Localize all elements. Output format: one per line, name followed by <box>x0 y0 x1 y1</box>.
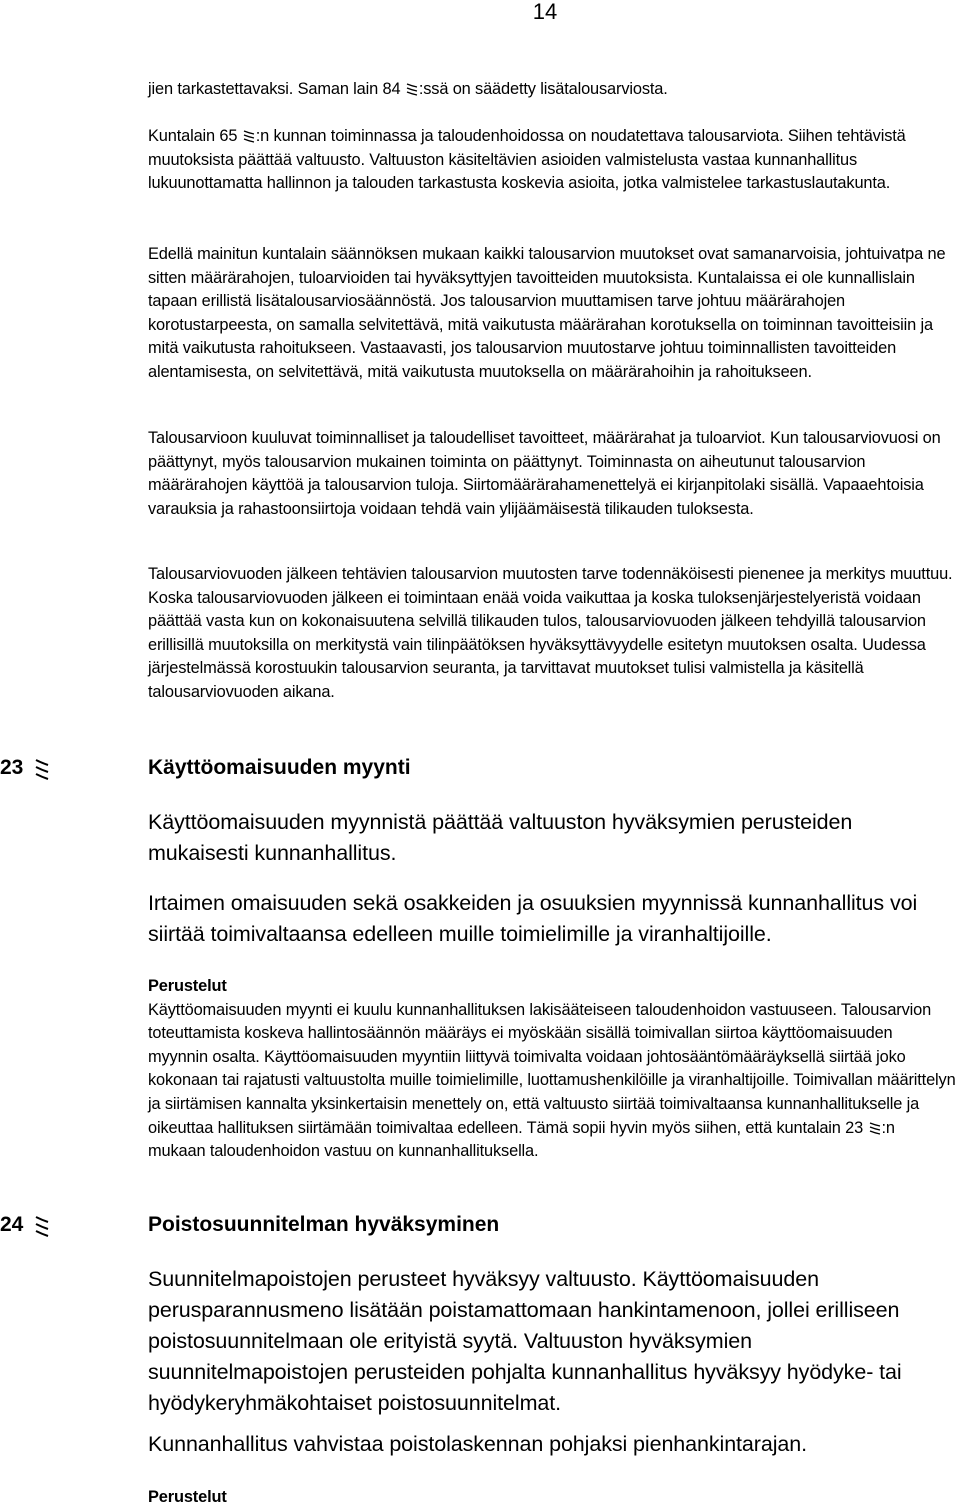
section-sign-icon <box>34 754 50 782</box>
section-24-title: Poistosuunnitelman hyväksyminen <box>148 1213 500 1236</box>
section-sign-icon <box>869 1121 881 1135</box>
section-23-title: Käyttöomaisuuden myynti <box>148 756 411 779</box>
paragraph-5: Talousarviovuoden jälkeen tehtävien talousarvion muutosten tarve todennäköisesti pienenee ja merkitys muuttuu. Koska talousarviovuoden jälkeen ei toimintaan enää voida vaikuttaa ja koska tuloksenjärjestelyeristä voidaan päättää vasta kun on kokonaisuutena selvillä tilikauden tulos, talousarviovuoden jälkeen tehdyillä talousarvion erillisillä muutoksilla on merkitystä vain tilinpäätöksen hyväksyttävyydelle esitetyn muutoksen osalta. Uudessa järjestelmässä korostuukin talousarvion seuranta, ja tarvittavat muutokset tulisi valmistella ja käsitellä talousarviovuoden aikana. <box>148 565 953 701</box>
section-sign-icon <box>34 1211 50 1239</box>
section-23-rule-1: Käyttöomaisuuden myynnistä päättää valtuuston hyväksymien perusteiden mukaisesti kunnanhallitus. <box>148 810 853 865</box>
paragraph-3: Edellä mainitun kuntalain säännöksen mukaan kaikki talousarvion muutokset ovat samanarvoisia, johtuivatpa ne sitten määrärahojen, tuloarvioiden tai hyväksyttyjen tavoitteiden muutoksista. Kuntalaissa ei ole kunnallislain tapaan erillistä lisätalousarviosäännöstä. Jos talousarvion muuttamisen tarve johtuu määrärahojen korotustarpeesta, on samalla selvitettävä, mitä vaikutusta määrärahan korotuksella on toiminnan tavoitteisiin ja mitä vaikutusta rahoitukseen. Vastaavasti, jos talousarvion muutostarve johtuu toiminnallisten tavoitteiden alentamisesta, on selvitettävä, mitä vaikutusta muutoksella on määrärahoihin ja rahoitukseen. <box>148 245 946 381</box>
section-sign-icon <box>406 82 418 96</box>
paragraph-1: jien tarkastettavaksi. Saman lain 84 :ssä on säädetty lisätalousarviosta. <box>148 80 668 98</box>
section-23-rule-2: Irtaimen omaisuuden sekä osakkeiden ja osuuksien myynnissä kunnanhallitus voi siirtää toimivaltaansa edelleen muille toimielimille ja viranhaltijoille. <box>148 891 918 946</box>
section-23-number: 23 <box>0 756 24 779</box>
paragraph-2: Kuntalain 65 :n kunnan toiminnassa ja taloudenhoidossa on noudatettava talousarviota. Siihen tehtävistä muutoksista päättää valtuusto. Valtuuston käsiteltävien asioiden valmistelusta vastaa kunnanhallitus lukuunottamatta hallinnon ja talouden tarkastusta koskevia asioita, jotka valmistelee tarkastuslautakunta. <box>148 127 906 193</box>
section-24-rule-2: Kunnanhallitus vahvistaa poistolaskennan pohjaksi pienhankintarajan. <box>148 1432 807 1456</box>
section-24-number: 24 <box>0 1213 24 1236</box>
rationale-label: Perustelut <box>148 977 227 995</box>
rationale-label: Perustelut <box>148 1488 227 1506</box>
section-sign-icon <box>243 129 255 143</box>
page-number: 14 <box>532 0 558 24</box>
section-23-rationale: Perustelut Käyttöomaisuuden myynti ei kuulu kunnanhallituksen lakisääteiseen taloudenhoidon vastuuseen. Talousarvion toteuttamista koskeva hallintosäännön määräys ei myöskään sisällä toimivallan siirtoa käyttöomaisuuden myynnin osalta. Käyttöomaisuuden myyntiin liittyvä toimivalta voidaan johtosääntömääräyksellä siirtää joko kokonaan tai rajatusti valtuustolta muille toimielimille, luottamushenkilöille ja viranhaltijoille. Toimivallan määrittelyn ja siirtämisen kannalta yksinkertaisin menettely on, että valtuusto siirtää toimivaltaansa kunnanhallitukselle ja oikeuttaa hallituksen siirtämään toimivaltaa edelleen. Tämä sopii hyvin myös siihen, että kuntalain 23 :n mukaan taloudenhoidon vastuu on kunnanhallituksella. <box>148 977 956 1161</box>
section-24-rationale <box>148 1486 956 1510</box>
section-24-rule-1: Suunnitelmapoistojen perusteet hyväksyy valtuusto. Käyttöomaisuuden perusparannusmeno lisätään poistamattomaan hankintamenoon, jollei erilliseen poistosuunnitelmaan ole erityistä syytä. Valtuuston hyväksymien suunnitelmapoistojen perusteiden pohjalta kunnanhallitus hyväksyy hyödyke- tai hyödykeryhmäkohtaiset poistosuunnitelmat. <box>148 1267 902 1415</box>
paragraph-4: Talousarvioon kuuluvat toiminnalliset ja taloudelliset tavoitteet, määrärahat ja tuloarviot. Kun talousarviovuosi on päättynyt, myös talousarvion mukainen toiminta on päättynyt. Toiminnasta on aiheutunut talousarvion määrärahojen käyttöä ja talousarvion tuloja. Siirtomäärärahamenettelyä ei kirjanpitolaki sisällä. Vapaaehtoisia varauksia ja rahastoonsiirtoja voidaan tehdä vain ylijäämäisestä tilikauden tuloksesta. <box>148 429 941 518</box>
